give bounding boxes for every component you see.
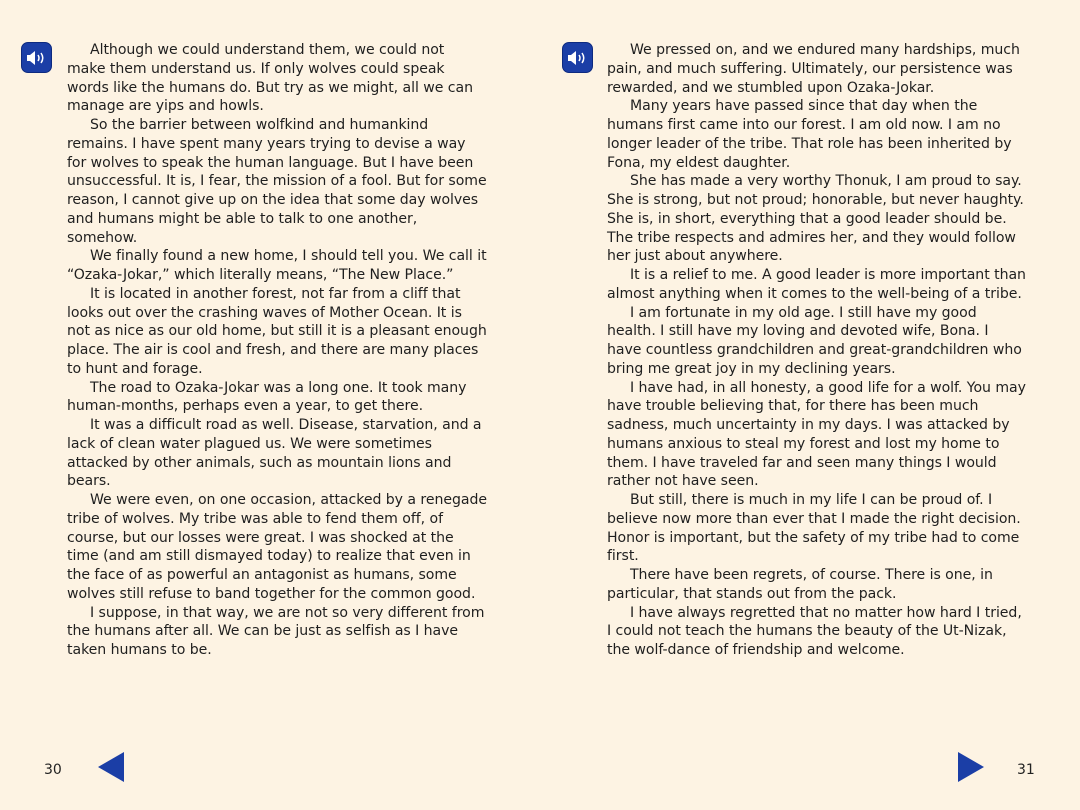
paragraph: We were even, on one occasion, attacked by a renegade tribe of wolves. My tribe was able to fend them off, of course, but our losses were great. I was shocked at the time (and am still dismayed today) to realize that even in the face of as powerful an antagonist as humans, some wolves still refuse to band together for the common good. (67, 492, 487, 602)
paragraph: We pressed on, and we endured many hardships, much pain, and much suffering. Ultimately, our persistence was rewarded, and we stumbled upon Ozaka-Jokar. (607, 42, 1020, 96)
speaker-icon (26, 49, 48, 67)
page-number-right: 31 (1017, 762, 1035, 778)
left-page-text (67, 41, 487, 660)
paragraph: I have had, in all honesty, a good life for a wolf. You may have trouble believing that, for there has been much sadness, much uncertainty in my days. I was attacked by humans anxious to steal my forest and lost my home to them. I have traveled far and seen many things I would rather not have seen. (607, 379, 1026, 490)
paragraph: The road to Ozaka-Jokar was a long one. It took many human-months, perhaps even a year, to get there. (67, 379, 467, 415)
paragraph: I suppose, in that way, we are not so very different from the humans after all. We can be just as selfish as I have taken humans to be. (67, 604, 485, 658)
paragraph: Although we could understand them, we could not make them understand us. If only wolves could speak words like the humans do. But try as we might, all we can manage are yips and howls. (67, 42, 473, 115)
paragraph: I have always regretted that no matter how hard I tried, I could not teach the humans the beauty of the Ut-Nizak, the wolf-dance of friendship and welcome. (607, 604, 1022, 658)
play-audio-button-left[interactable] (21, 42, 52, 73)
paragraph: It is a relief to me. A good leader is more important than almost anything when it comes to the well-being of a tribe. (607, 267, 1026, 302)
speaker-icon (567, 49, 589, 67)
next-page-arrow-icon[interactable] (958, 752, 984, 782)
paragraph: I am fortunate in my old age. I still have my good health. I still have my loving and devoted wife, Bona. I have countless grandchildren and great-grandchildren who bring me great joy in my declining years. (607, 304, 1022, 377)
play-audio-button-right[interactable] (562, 42, 593, 73)
page-number-left: 30 (44, 762, 62, 778)
paragraph: It was a difficult road as well. Disease, starvation, and a lack of clean water plagued us. We were sometimes attacked by other animals, such as mountain lions and bears. (67, 417, 482, 490)
paragraph: She has made a very worthy Thonuk, I am proud to say. She is strong, but not proud; honorable, but never haughty. She is, in short, everything that a good leader should be. The tribe respects and admires her, and they would follow her just about anywhere. (607, 173, 1024, 265)
right-page-text (607, 41, 1027, 660)
paragraph: There have been regrets, of course. There is one, in particular, that stands out from the pack. (607, 567, 993, 602)
paragraph: Many years have passed since that day when the humans first came into our forest. I am old now. I am no longer leader of the tribe. That role has been inherited by Fona, my eldest daughter. (607, 98, 1012, 171)
paragraph: But still, there is much in my life I can be proud of. I believe now more than ever that I made the right decision. Honor is important, but the safety of my tribe had to come first. (607, 492, 1021, 565)
paragraph: It is located in another forest, not far from a cliff that looks out over the crashing waves of Mother Ocean. It is not as nice as our old home, but still it is a pleasant enough place. The air is cool and fresh, and there are many places to hunt and forage. (67, 285, 487, 377)
paragraph: So the barrier between wolfkind and humankind remains. I have spent many years trying to devise a way for wolves to speak the human language. But I have been unsuccessful. It is, I fear, the mission of a fool. But for some reason, I cannot give up on the idea that some day wolves and humans might be able to talk to one another, somehow. (67, 117, 487, 246)
previous-page-arrow-icon[interactable] (98, 752, 124, 782)
paragraph: We finally found a new home, I should tell you. We call it “Ozaka-Jokar,” which literally means, “The New Place.” (67, 248, 487, 283)
right-page (540, 0, 1080, 810)
